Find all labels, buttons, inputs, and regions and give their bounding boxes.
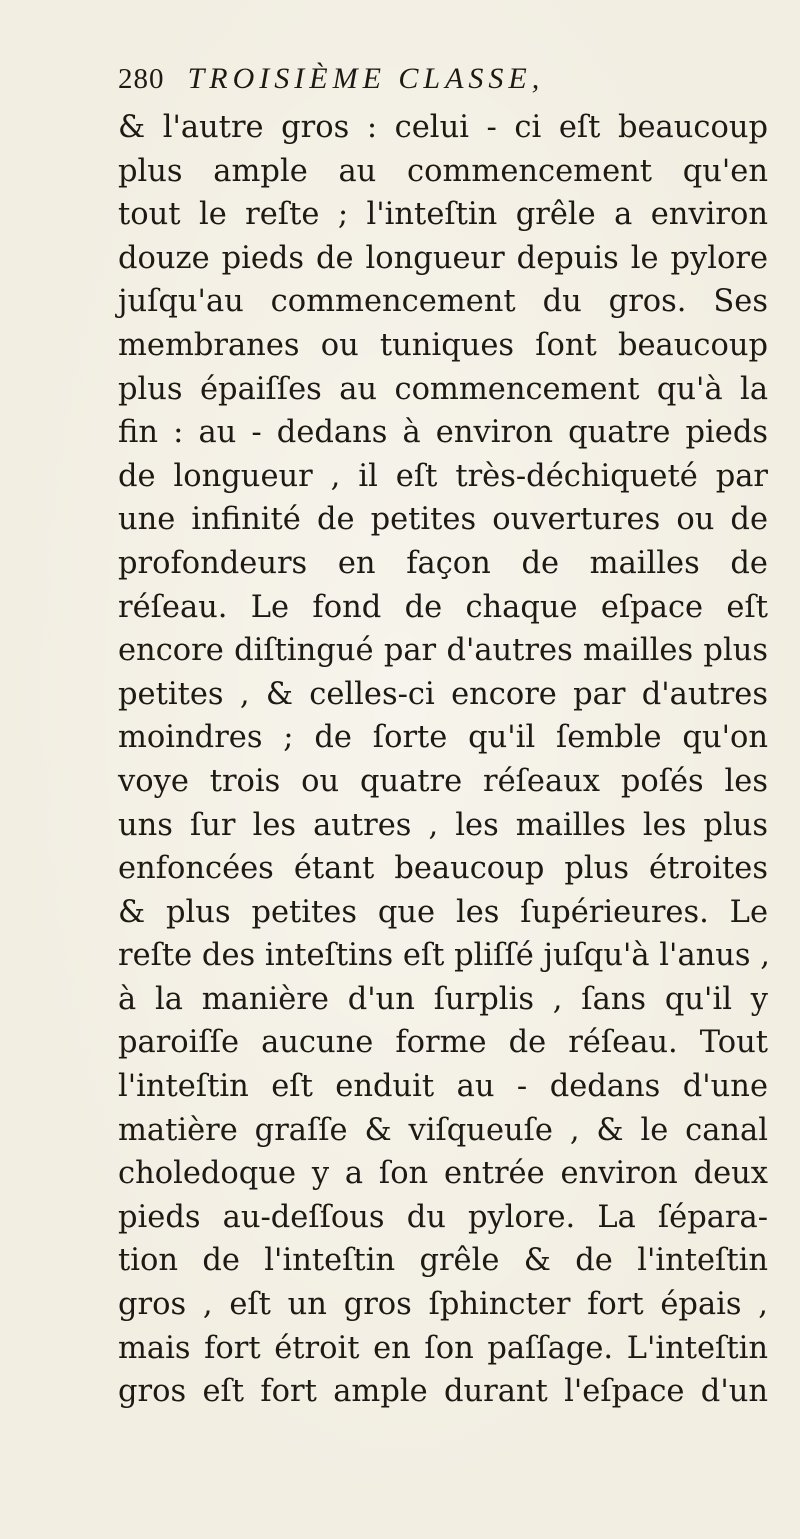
text-line: membranes ou tuniques ſont beaucoup <box>118 327 768 363</box>
text-line: tout le reſte ; l'inteſtin grêle a environ <box>118 197 768 233</box>
text-line: plus ample au commencement qu'en <box>118 153 768 189</box>
text-line: l'inteſtin eſt enduit au - dedans d'une <box>118 1069 768 1105</box>
text-line: encore diſtingué par d'autres mailles plus <box>118 633 768 669</box>
text-line: reſte des inteſtins eſt pliſſé juſqu'à l'anus , <box>118 938 770 974</box>
text-line: pieds au-deſſous du pylore. La ſépara- <box>118 1199 768 1235</box>
text-line: enfoncées étant beaucoup plus étroites <box>118 851 768 887</box>
text-line: & l'autre gros : celui - ci eſt beaucoup <box>118 110 768 145</box>
text-line: profondeurs en façon de mailles de <box>118 545 768 581</box>
text-line: à la manière d'un ſurplis , ſans qu'il y <box>118 981 768 1017</box>
text-line: uns ſur les autres , les mailles les plus <box>118 807 768 843</box>
page-header <box>118 62 758 106</box>
text-line: réſeau. Le fond de chaque eſpace eſt <box>118 589 768 625</box>
text-line: choledoque y a ſon entrée environ deux <box>118 1156 768 1192</box>
text-line: & plus petites que les ſupérieures. Le <box>118 894 768 930</box>
text-line: plus épaiſſes au commencement qu'à la <box>118 371 768 407</box>
text-line: gros , eſt un gros ſphincter fort épais , <box>118 1287 768 1323</box>
body-text <box>118 106 768 1414</box>
text-line: douze pieds de longueur depuis le pylore <box>118 240 768 276</box>
page-number: 280 <box>118 63 165 95</box>
text-line: moindres ; de ſorte qu'il ſemble qu'on <box>118 720 768 756</box>
text-line: matière graſſe & viſqueuſe , & le canal <box>118 1112 768 1148</box>
text-line: petites , & celles-ci encore par d'autres <box>118 676 768 712</box>
text-line: paroiſſe aucune forme de réſeau. Tout <box>118 1025 768 1061</box>
running-title: TROISIÈME CLASSE, <box>187 62 545 95</box>
text-line: voye trois ou quatre réſeaux poſés les <box>118 763 768 799</box>
text-line: fin : au - dedans à environ quatre pieds <box>118 415 768 451</box>
text-line: gros eſt fort ample durant l'eſpace d'un <box>118 1374 768 1410</box>
text-line: tion de l'inteſtin grêle & de l'inteſtin <box>118 1243 768 1279</box>
text-line: une infinité de petites ouvertures ou de <box>118 502 768 538</box>
text-line: juſqu'au commencement du gros. Ses <box>118 284 768 320</box>
text-line: de longueur , il eſt très-déchiqueté par <box>118 458 768 494</box>
text-line: mais fort étroit en ſon paſſage. L'inteſtin <box>118 1330 768 1366</box>
